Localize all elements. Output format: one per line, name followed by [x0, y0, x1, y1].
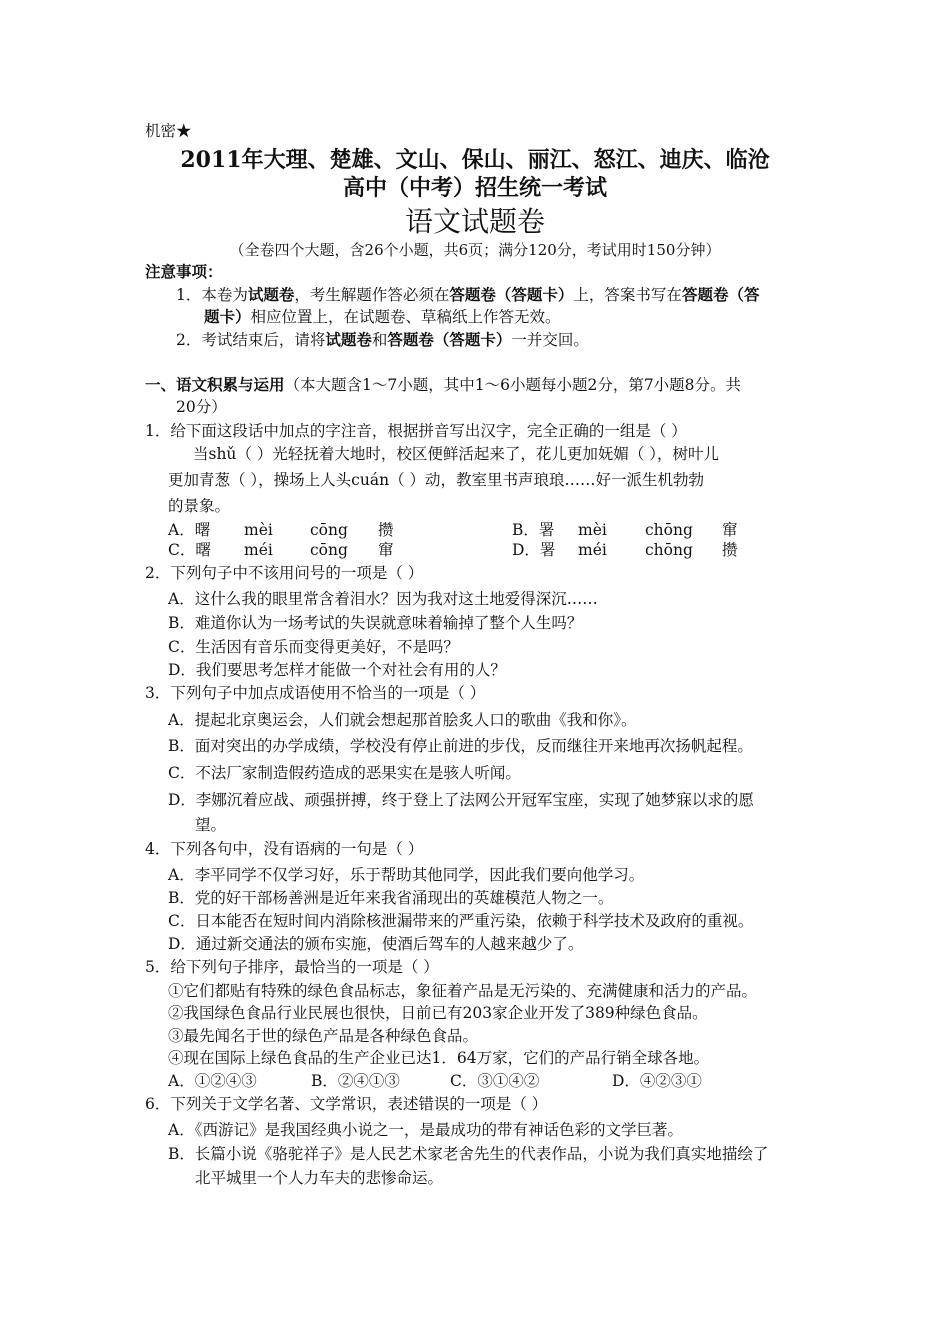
q5-option-a: A．①②④③	[168, 1072, 257, 1090]
question-4-stem: 4．下列各句中，没有语病的一句是（ ）	[145, 840, 424, 858]
q1-option-a-part: mèi	[244, 521, 273, 539]
notice-bold: 试题卷	[247, 285, 295, 304]
notice-bold: 试题卷	[325, 330, 372, 349]
notice-text: 1．本卷为	[176, 286, 248, 304]
notice-item-1	[176, 285, 759, 305]
q1-option-a-part: cōng	[310, 521, 348, 539]
q1-option-b-part: mèi	[578, 521, 607, 539]
notice-text: 上，答案书写在	[573, 286, 682, 304]
q3-option-d: D．李娜沉着应战、顽强拼搏，终于登上了法网公开冠军宝座，实现了她梦寐以求的愿	[168, 791, 754, 809]
q2-option-a: A．这什么我的眼里常含着泪水？因为我对这土地爱得深沉……	[168, 590, 598, 608]
section1-heading	[145, 375, 741, 395]
q2-option-b: B．难道你认为一场考试的失误就意味着输掉了整个人生吗？	[168, 614, 583, 632]
notice-text: ，考生解题作答必须在	[294, 286, 450, 304]
q1-option-c: C．曙	[168, 541, 211, 559]
question-2-stem: 2．下列句子中不该用问号的一项是（ ）	[145, 564, 424, 582]
q4-option-c: C．日本能否在短时间内消除核泄漏带来的严重污染，依赖于科学技术及政府的重视。	[168, 912, 754, 930]
question-6-stem: 6．下列关于文学名著、文学常识，表述错误的一项是（ ）	[145, 1095, 548, 1113]
q1-option-a: A．曙	[168, 521, 211, 539]
notice-bold: 答题卷（答题卡）	[387, 330, 512, 349]
section-title: 一、语文积累与运用	[145, 375, 285, 394]
exam-title-line1: 2011年大理、楚雄、文山、保山、丽江、怒江、迪庆、临沧	[180, 147, 770, 173]
q1-option-c-part: cōng	[310, 541, 348, 559]
q3-option-c: C．不法厂家制造假药造成的恶果实在是骇人听闻。	[168, 764, 521, 782]
q6-option-a: A．《西游记》是我国经典小说之一，是最成功的带有神话色彩的文学巨著。	[168, 1121, 683, 1139]
q4-option-a: A．李平同学不仅学习好，乐于帮助其他同学，因此我们要向他学习。	[168, 866, 645, 884]
notice-text: 一并交回。	[511, 331, 589, 349]
notice-text: 2．考试结束后，请将	[176, 331, 326, 349]
q4-option-d: D．通过新交通法的颁布实施，使酒后驾车的人越来越少了。	[168, 935, 584, 953]
q5-option-c: C．③①④②	[450, 1072, 540, 1090]
q2-option-c: C．生活因有音乐而变得更美好，不是吗？	[168, 638, 459, 656]
section1-heading-cont: 20分）	[176, 398, 227, 416]
notice-item-2	[176, 330, 589, 350]
q3-option-b: B．面对突出的办学成绩，学校没有停止前进的步伐，反而继往开来地再次扬帆起程。	[168, 737, 753, 755]
q3-option-a: A．提起北京奥运会，人们就会想起那首脍炙人口的歌曲《我和你》。	[168, 711, 637, 729]
q1-option-d-part: 攒	[722, 541, 738, 559]
notice-heading: 注意事项：	[145, 262, 223, 281]
q1-option-d-part: chōng	[645, 541, 693, 559]
q5-sentence: ④现在国际上绿色食品的生产企业已达1．64万家，它们的产品行销全球各地。	[168, 1049, 710, 1067]
q6-option-b: B．长篇小说《骆驼祥子》是人民艺术家老舍先生的代表作品，小说为我们真实地描绘了	[168, 1145, 769, 1163]
q3-option-d-cont: 望。	[195, 816, 227, 834]
q1-option-b-part: 窜	[722, 521, 738, 539]
q2-option-d: D．我们要思考怎样才能做一个对社会有用的人？	[168, 661, 506, 679]
notice-item-1-cont	[204, 307, 561, 327]
question-1-passage: 当shǔ（ ）光轻抚着大地时，校区便鲜活起来了，花儿更加妩媚（ ），树叶儿	[193, 445, 720, 463]
q5-option-b: B．②④①③	[311, 1072, 400, 1090]
q1-option-b-part: chōng	[645, 521, 693, 539]
q1-option-d-part: méi	[578, 541, 607, 559]
q5-sentence: ③最先闻名于世的绿色产品是各种绿色食品。	[168, 1027, 479, 1045]
q1-option-c-part: 窜	[378, 541, 394, 559]
confidential-mark: 机密★	[145, 122, 192, 140]
exam-subtitle: （全卷四个大题，含26个小题，共6页；满分120分，考试用时150分钟）	[229, 241, 721, 259]
notice-bold: 答题卷（答题卡）	[449, 285, 574, 304]
q6-option-b-cont: 北平城里一个人力车夫的悲惨命运。	[195, 1169, 444, 1187]
question-1-stem: 1．给下面这段话中加点的字注音，根据拼音写出汉字，完全正确的一组是（ ）	[145, 422, 687, 440]
q1-option-c-part: méi	[244, 541, 273, 559]
question-1-passage: 的景象。	[168, 497, 231, 515]
q5-option-d: D．④②③①	[612, 1072, 702, 1090]
q1-option-a-part: 攒	[378, 521, 394, 539]
exam-title-line2: 高中（中考）招生统一考试	[342, 175, 607, 201]
question-1-passage: 更加青葱（ ），操场上人头cuán（ ）动，教室里书声琅琅……好一派生机勃勃	[168, 471, 704, 489]
notice-text: 和	[371, 331, 388, 349]
q1-option-d: D．署	[512, 541, 556, 559]
section-desc: （本大题含1～7小题，其中1～6小题每小题2分，第7小题8分。共	[284, 376, 742, 394]
notice-bold: 答题卷（答	[681, 285, 760, 304]
notice-text: 相应位置上，在试题卷、草稿纸上作答无效。	[250, 308, 561, 326]
question-5-stem: 5．给下列句子排序，最恰当的一项是（ ）	[145, 958, 439, 976]
q4-option-b: B．党的好干部杨善洲是近年来我省涌现出的英雄模范人物之一。	[168, 889, 614, 907]
exam-title-main: 语文试题卷	[404, 205, 545, 238]
q5-sentence: ①它们都贴有特殊的绿色食品标志，象征着产品是无污染的、充满健康和活力的产品。	[168, 982, 758, 1000]
q5-sentence: ②我国绿色食品行业民展也很快，日前已有203家企业开发了389种绿色食品。	[168, 1004, 708, 1022]
notice-bold: 题卡）	[204, 307, 251, 326]
question-3-stem: 3．下列句子中加点成语使用不恰当的一项是（ ）	[145, 684, 486, 702]
q1-option-b: B．署	[512, 521, 555, 539]
